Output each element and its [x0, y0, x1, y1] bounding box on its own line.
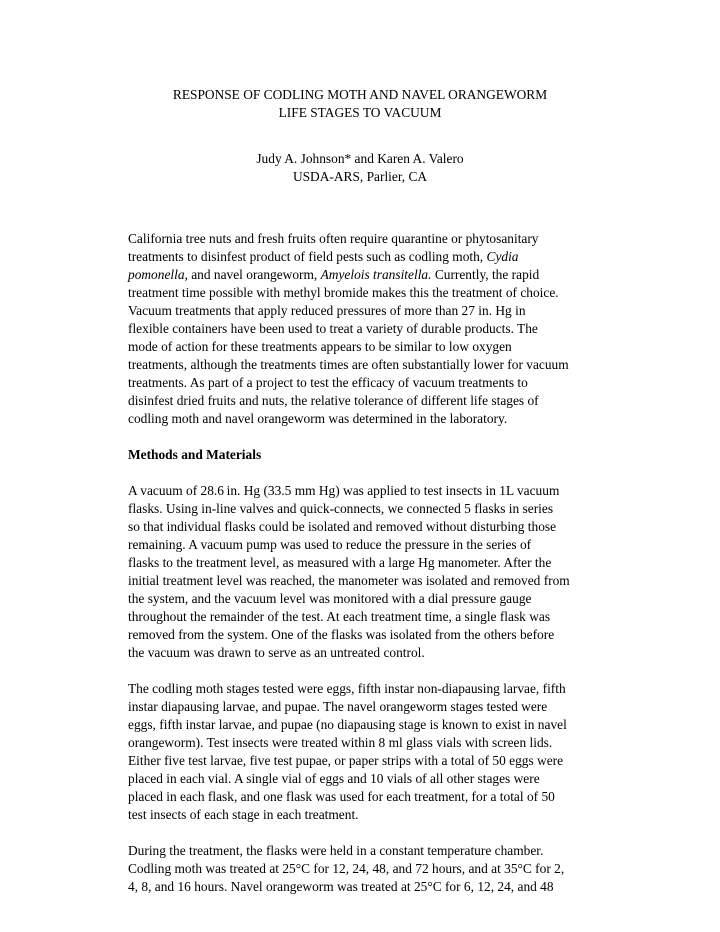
text-line: Vacuum treatments that apply reduced pressures of more than 27 in. Hg in	[128, 303, 526, 318]
paper-body	[128, 230, 600, 896]
text-line: instar diapausing larvae, and pupae. The navel orangeworm stages tested were	[128, 699, 548, 714]
author-names: Judy A. Johnson* and Karen A. Valero	[256, 151, 464, 166]
text-line: treatments. As part of a project to test the efficacy of vacuum treatments to	[128, 375, 528, 390]
text-line: treatment time possible with methyl bromide makes this the treatment of choice.	[128, 285, 559, 300]
text-line: the system, and the vacuum level was monitored with a dial pressure gauge	[128, 591, 532, 606]
text-line: eggs, fifth instar larvae, and pupae (no diapausing stage is known to exist in navel	[128, 717, 567, 732]
text-line: removed from the system. One of the flasks was isolated from the others before	[128, 627, 555, 642]
title-line-2: LIFE STAGES TO VACUUM	[278, 105, 442, 120]
author-affiliation: USDA-ARS, Parlier, CA	[292, 169, 428, 184]
text-line: throughout the remainder of the test. At each treatment time, a single flask was	[128, 609, 551, 624]
text-line: orangeworm). Test insects were treated within 8 ml glass vials with screen lids.	[128, 735, 553, 750]
text-line: flasks. Using in-line valves and quick-connects, we connected 5 flasks in series	[128, 501, 554, 516]
section-heading: Methods and Materials	[128, 447, 262, 462]
text-line: placed in each flask, and one flask was used for each treatment, for a total of 50	[128, 789, 555, 804]
intro-paragraph	[128, 230, 600, 428]
text-line: The codling moth stages tested were eggs, fifth instar non-diapausing larvae, fifth	[128, 681, 566, 696]
methods-paragraph-1	[128, 482, 600, 662]
text-line: mode of action for these treatments appears to be similar to low oxygen	[128, 339, 512, 354]
text-line: Codling moth was treated at 25°C for 12, 24, 48, and 72 hours, and at 35°C for 2,	[128, 861, 565, 876]
species-name: pomonella	[128, 267, 185, 282]
text-line: the vacuum was drawn to serve as an untreated control.	[128, 645, 425, 660]
text-line: placed in each vial. A single vial of eggs and 10 vials of all other stages were	[128, 771, 540, 786]
text-line: disinfest dried fruits and nuts, the relative tolerance of different life stages of	[128, 393, 539, 408]
methods-paragraph-3	[128, 842, 600, 896]
text-line: A vacuum of 28.6 in. Hg (33.5 mm Hg) was applied to test insects in 1L vacuum	[128, 483, 560, 498]
species-name: Cydia	[486, 249, 519, 264]
text-line: initial treatment level was reached, the manometer was isolated and removed from	[128, 573, 570, 588]
text-line: California tree nuts and fresh fruits often require quarantine or phytosanitary	[128, 231, 539, 246]
text-line: treatments, although the treatments times are often substantially lower for vacuum	[128, 357, 569, 372]
text-line: flexible containers have been used to treat a variety of durable products. The	[128, 321, 538, 336]
text-line: pomonella, and navel orangeworm, Amyelois transitella. Currently, the rapid	[128, 267, 540, 282]
text-line: so that individual flasks could be isolated and removed without disturbing those	[128, 519, 557, 534]
author-block	[0, 150, 720, 186]
species-name: Amyelois transitella.	[320, 267, 432, 282]
text-line: flasks to the treatment level, as measured with a large Hg manometer. After the	[128, 555, 552, 570]
title-line-1: RESPONSE OF CODLING MOTH AND NAVEL ORANGEWORM	[172, 87, 548, 102]
text-line: 4, 8, and 16 hours. Navel orangeworm was treated at 25°C for 6, 12, 24, and 48	[128, 879, 554, 894]
text-line: test insects of each stage in each treatment.	[128, 807, 359, 822]
text-line: remaining. A vacuum pump was used to reduce the pressure in the series of	[128, 537, 532, 552]
text-line: Either five test larvae, five test pupae, or paper strips with a total of 50 eggs were	[128, 753, 564, 768]
paper-title	[0, 86, 720, 122]
text-line: treatments to disinfest product of field pests such as codling moth, Cydia	[128, 249, 519, 264]
methods-paragraph-2	[128, 680, 600, 824]
text-line: During the treatment, the flasks were held in a constant temperature chamber.	[128, 843, 544, 858]
text-line: codling moth and navel orangeworm was determined in the laboratory.	[128, 411, 508, 426]
